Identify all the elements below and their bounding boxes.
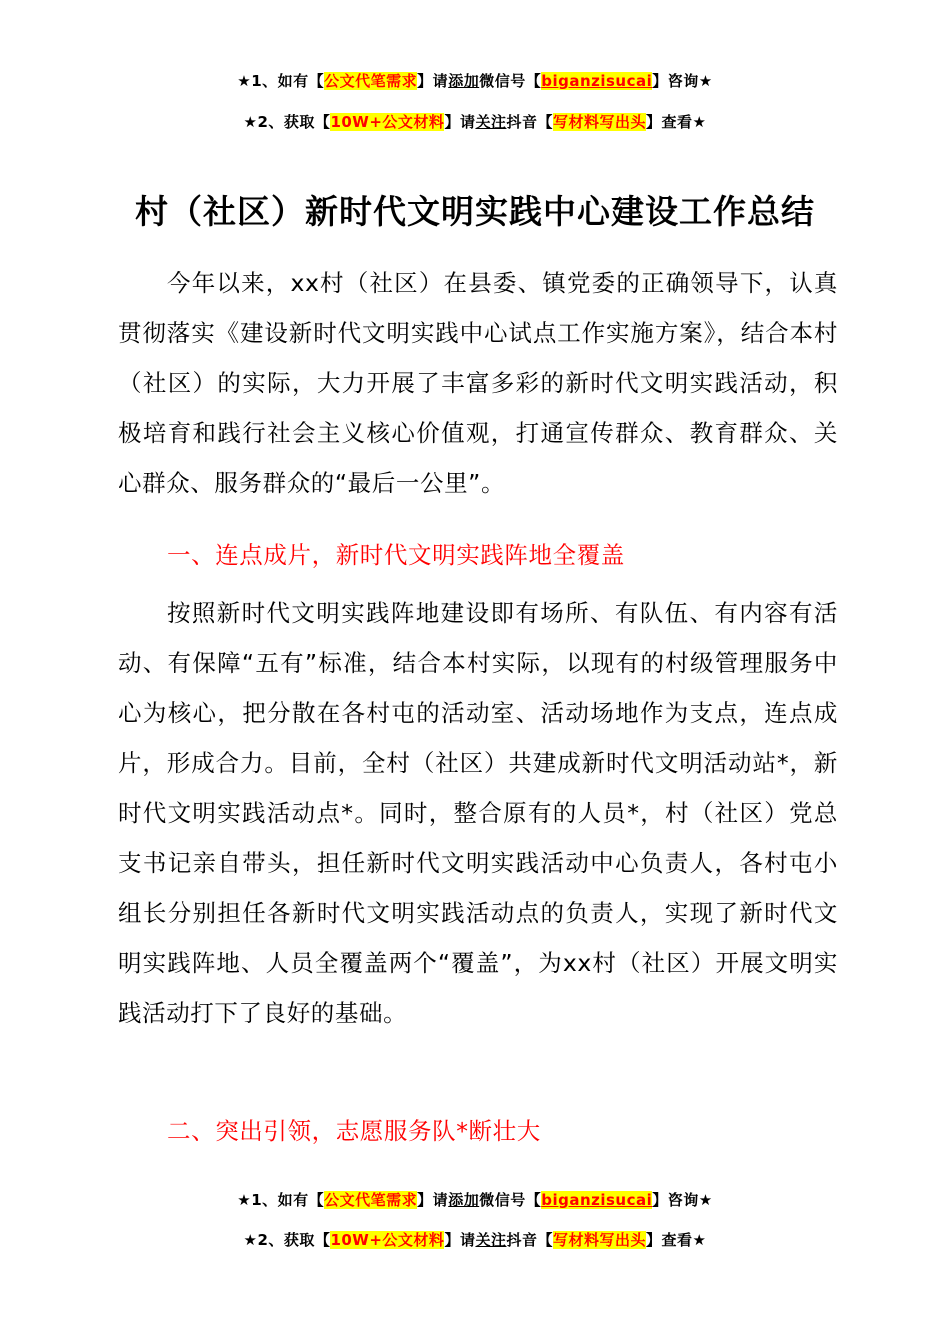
- banner-emphasis: 添加: [448, 72, 480, 90]
- banner-text: 】请: [417, 1191, 449, 1209]
- banner-emphasis: 关注: [475, 1231, 507, 1249]
- banner-text: 】咨询★: [652, 72, 713, 90]
- banner-text: 】查看★: [646, 113, 707, 131]
- banner-highlight: 写材料写出头: [552, 113, 646, 131]
- banner-emphasis: 关注: [475, 113, 507, 131]
- banner-text: ★2、获取【: [243, 1231, 331, 1249]
- top-banner-line-1: [0, 70, 950, 91]
- banner-highlight: 公文代笔需求: [324, 1191, 418, 1209]
- banner-text: ★2、获取【: [243, 113, 331, 131]
- bottom-banner-line-2: [0, 1229, 950, 1250]
- banner-highlight: 10W+公文材料: [330, 113, 445, 131]
- bottom-banner-line-1: [0, 1189, 950, 1210]
- banner-text: 】请: [444, 113, 476, 131]
- banner-text: 微信号【: [479, 1191, 542, 1209]
- document-title: 村（社区）新时代文明实践中心建设工作总结: [135, 192, 815, 231]
- banner-text: 】查看★: [646, 1231, 707, 1249]
- banner-text: 微信号【: [479, 72, 542, 90]
- section-1-heading: 一、连点成片，新时代文明实践阵地全覆盖: [167, 541, 625, 569]
- banner-highlight: 10W+公文材料: [330, 1231, 445, 1249]
- banner-emphasis: 添加: [448, 1191, 480, 1209]
- banner-highlight: 公文代笔需求: [324, 72, 418, 90]
- intro-paragraph: 今年以来，xx村（社区）在县委、镇党委的正确领导下，认真贯彻落实《建设新时代文明实践中心试点工作实施方案》，结合本村（社区）的实际，大力开展了丰富多彩的新时代文明实践活动，积极培育和践行社会主义核心价值观，打通宣传群众、教育群众、关心群众、服务群众的“最后一公里”。: [118, 269, 838, 497]
- banner-text: ★1、如有【: [237, 1191, 325, 1209]
- section-2-heading: 二、突出引领，志愿服务队*断壮大: [167, 1117, 541, 1145]
- top-banner-line-2: [0, 111, 950, 132]
- banner-text: ★1、如有【: [237, 72, 325, 90]
- banner-text: 】咨询★: [652, 1191, 713, 1209]
- banner-text: 抖音【: [506, 113, 553, 131]
- banner-text: 抖音【: [506, 1231, 553, 1249]
- banner-text: 】请: [417, 72, 449, 90]
- wechat-id-link[interactable]: biganzisucai: [541, 1191, 653, 1209]
- banner-text: 】请: [444, 1231, 476, 1249]
- section-1-body: 按照新时代文明实践阵地建设即有场所、有队伍、有内容有活动、有保障“五有”标准，结合本村实际，以现有的村级管理服务中心为核心，把分散在各村屯的活动室、活动场地作为支点，连点成片，形成合力。目前，全村（社区）共建成新时代文明活动站*，新时代文明实践活动点*。同时，整合原有的人员*，村（社区）党总支书记亲自带头，担任新时代文明实践活动中心负责人，各村屯小组长分别担任各新时代文明实践活动点的负责人，实现了新时代文明实践阵地、人员全覆盖两个“覆盖”，为xx村（社区）开展文明实践活动打下了良好的基础。: [118, 599, 838, 1027]
- banner-highlight: 写材料写出头: [552, 1231, 646, 1249]
- wechat-id-link[interactable]: biganzisucai: [541, 72, 653, 90]
